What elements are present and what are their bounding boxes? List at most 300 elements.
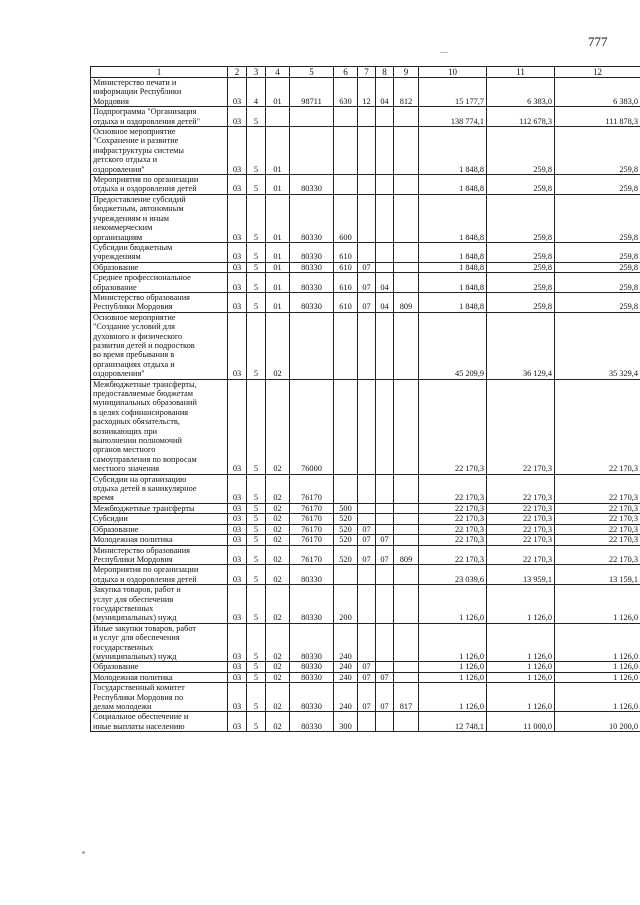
code-cell: 80330	[290, 585, 334, 624]
amount-cell: 1 126,0	[419, 585, 487, 624]
code-cell	[394, 565, 419, 585]
code-cell: 02	[266, 545, 290, 565]
code-cell	[394, 535, 419, 545]
code-cell: 5	[247, 474, 266, 503]
amount-cell: 22 170,3	[487, 503, 555, 513]
code-cell: 04	[376, 273, 394, 293]
code-cell	[394, 662, 419, 672]
code-cell: 01	[266, 262, 290, 272]
code-cell: 809	[394, 545, 419, 565]
code-cell: 03	[228, 545, 247, 565]
code-cell: 5	[247, 273, 266, 293]
code-cell: 03	[228, 262, 247, 272]
code-cell	[334, 107, 358, 127]
amount-cell: 259,8	[555, 242, 640, 262]
code-cell	[358, 503, 376, 513]
amount-cell: 22 170,3	[487, 524, 555, 534]
code-cell: 07	[358, 545, 376, 565]
amount-cell: 22 170,3	[555, 535, 640, 545]
amount-cell: 1 126,0	[419, 623, 487, 662]
code-cell	[358, 242, 376, 262]
code-cell: 200	[334, 585, 358, 624]
row-name: Иные закупки товаров, работ и услуг для обеспечения государственных (муниципальных) нужд	[91, 623, 228, 662]
code-cell	[394, 623, 419, 662]
code-cell: 07	[358, 683, 376, 712]
code-cell: 07	[358, 662, 376, 672]
code-cell: 07	[358, 262, 376, 272]
amount-cell: 259,8	[487, 242, 555, 262]
row-name: Государственный комитет Республики Мордовия по делам молодежи	[91, 683, 228, 712]
column-header: 9	[394, 67, 419, 78]
code-cell: 02	[266, 503, 290, 513]
amount-cell: 259,8	[487, 273, 555, 293]
code-cell	[358, 379, 376, 474]
amount-cell: 22 170,3	[419, 514, 487, 524]
code-cell: 5	[247, 127, 266, 175]
code-cell: 03	[228, 107, 247, 127]
code-cell	[394, 107, 419, 127]
amount-cell: 22 170,3	[555, 514, 640, 524]
code-cell: 5	[247, 585, 266, 624]
table-row	[91, 273, 640, 293]
code-cell: 809	[394, 292, 419, 312]
amount-cell: 138 774,1	[419, 107, 487, 127]
code-cell: 520	[334, 524, 358, 534]
amount-cell: 1 126,0	[419, 662, 487, 672]
table-row	[91, 535, 640, 545]
amount-cell: 1 848,8	[419, 242, 487, 262]
table-row	[91, 672, 640, 682]
code-cell: 02	[266, 672, 290, 682]
code-cell	[394, 194, 419, 242]
amount-cell: 1 126,0	[555, 623, 640, 662]
table-body	[91, 78, 640, 732]
code-cell: 03	[228, 474, 247, 503]
column-header: 11	[487, 67, 555, 78]
code-cell: 01	[266, 194, 290, 242]
code-cell: 01	[266, 78, 290, 107]
code-cell: 76170	[290, 535, 334, 545]
code-cell	[394, 273, 419, 293]
code-cell	[266, 107, 290, 127]
code-cell: 02	[266, 662, 290, 672]
amount-cell: 22 170,3	[419, 474, 487, 503]
code-cell: 03	[228, 273, 247, 293]
table-row	[91, 712, 640, 732]
table-row	[91, 262, 640, 272]
table-row	[91, 503, 640, 513]
amount-cell: 15 177,7	[419, 78, 487, 107]
code-cell: 520	[334, 514, 358, 524]
code-cell	[376, 514, 394, 524]
row-name: Подпрограмма "Организация отдыха и оздоровления детей"	[91, 107, 228, 127]
row-name: Межбюджетные трансферты, предоставляемые бюджетам муниципальных образований в целях софинансирования расходных обязательств, возникающих при выполнении полномочий органов местного самоуправления по вопросам местного значения	[91, 379, 228, 474]
code-cell	[394, 262, 419, 272]
code-cell: 5	[247, 107, 266, 127]
code-cell: 5	[247, 262, 266, 272]
row-name: Образование	[91, 662, 228, 672]
code-cell: 80330	[290, 712, 334, 732]
code-cell	[376, 474, 394, 503]
amount-cell: 22 170,3	[555, 379, 640, 474]
amount-cell: 1 848,8	[419, 292, 487, 312]
code-cell: 76170	[290, 474, 334, 503]
code-cell: 03	[228, 503, 247, 513]
code-cell: 5	[247, 565, 266, 585]
amount-cell: 1 848,8	[419, 194, 487, 242]
code-cell: 5	[247, 194, 266, 242]
code-cell: 03	[228, 312, 247, 379]
code-cell: 07	[358, 292, 376, 312]
code-cell	[376, 524, 394, 534]
code-cell: 5	[247, 623, 266, 662]
table-row	[91, 194, 640, 242]
amount-cell: 1 126,0	[419, 683, 487, 712]
amount-cell: 1 848,8	[419, 273, 487, 293]
amount-cell: 13 159,1	[555, 565, 640, 585]
code-cell	[376, 312, 394, 379]
column-header: 2	[228, 67, 247, 78]
code-cell	[394, 503, 419, 513]
code-cell: 03	[228, 78, 247, 107]
amount-cell: 22 170,3	[555, 474, 640, 503]
code-cell: 5	[247, 683, 266, 712]
code-cell	[358, 107, 376, 127]
code-cell	[358, 312, 376, 379]
code-cell: 01	[266, 175, 290, 195]
code-cell: 07	[376, 535, 394, 545]
code-cell: 5	[247, 175, 266, 195]
column-header: 8	[376, 67, 394, 78]
code-cell: 610	[334, 273, 358, 293]
code-cell: 02	[266, 524, 290, 534]
column-header: 1	[91, 67, 228, 78]
amount-cell: 1 126,0	[419, 672, 487, 682]
code-cell: 02	[266, 623, 290, 662]
code-cell: 300	[334, 712, 358, 732]
code-cell	[376, 242, 394, 262]
code-cell	[376, 175, 394, 195]
amount-cell: 259,8	[555, 194, 640, 242]
code-cell: 12	[358, 78, 376, 107]
code-cell: 76170	[290, 524, 334, 534]
code-cell	[394, 474, 419, 503]
row-name: Образование	[91, 262, 228, 272]
code-cell	[334, 379, 358, 474]
code-cell	[376, 503, 394, 513]
code-cell: 03	[228, 175, 247, 195]
code-cell	[334, 312, 358, 379]
amount-cell: 6 383,0	[487, 78, 555, 107]
code-cell: 04	[376, 78, 394, 107]
amount-cell: 1 126,0	[555, 683, 640, 712]
code-cell	[358, 565, 376, 585]
scan-mark	[440, 52, 448, 53]
amount-cell: 1 126,0	[487, 623, 555, 662]
budget-table	[90, 66, 640, 732]
code-cell: 817	[394, 683, 419, 712]
amount-cell: 11 000,0	[487, 712, 555, 732]
code-cell	[394, 312, 419, 379]
code-cell: 80330	[290, 273, 334, 293]
code-cell: 03	[228, 514, 247, 524]
amount-cell: 6 383,0	[555, 78, 640, 107]
code-cell	[334, 175, 358, 195]
code-cell: 07	[376, 672, 394, 682]
code-cell: 04	[376, 292, 394, 312]
row-name: Среднее профессиональное образование	[91, 273, 228, 293]
code-cell: 80330	[290, 242, 334, 262]
row-name: Мероприятия по организации отдыха и оздоровления детей	[91, 565, 228, 585]
code-cell: 80330	[290, 672, 334, 682]
code-cell: 02	[266, 565, 290, 585]
amount-cell: 10 200,0	[555, 712, 640, 732]
code-cell: 76170	[290, 545, 334, 565]
code-cell: 5	[247, 712, 266, 732]
amount-cell: 22 170,3	[487, 379, 555, 474]
column-header: 3	[247, 67, 266, 78]
code-cell	[290, 127, 334, 175]
code-cell: 98711	[290, 78, 334, 107]
code-cell	[394, 175, 419, 195]
amount-cell: 45 209,9	[419, 312, 487, 379]
code-cell: 76170	[290, 503, 334, 513]
amount-cell: 1 848,8	[419, 262, 487, 272]
amount-cell: 1 126,0	[487, 672, 555, 682]
code-cell: 03	[228, 194, 247, 242]
code-cell: 4	[247, 78, 266, 107]
amount-cell: 22 170,3	[419, 503, 487, 513]
code-cell: 600	[334, 194, 358, 242]
code-cell	[290, 107, 334, 127]
code-cell: 03	[228, 565, 247, 585]
column-header: 7	[358, 67, 376, 78]
amount-cell: 22 170,3	[419, 524, 487, 534]
table-row	[91, 175, 640, 195]
row-name: Мероприятия по организации отдыха и оздоровления детей	[91, 175, 228, 195]
code-cell: 520	[334, 535, 358, 545]
code-cell: 07	[358, 524, 376, 534]
code-cell: 02	[266, 712, 290, 732]
code-cell	[394, 585, 419, 624]
table-row	[91, 623, 640, 662]
amount-cell: 1 126,0	[555, 662, 640, 672]
code-cell	[394, 242, 419, 262]
amount-cell: 22 170,3	[555, 503, 640, 513]
row-name: Молодежная политика	[91, 535, 228, 545]
code-cell	[376, 127, 394, 175]
code-cell: 5	[247, 524, 266, 534]
code-cell: 03	[228, 683, 247, 712]
code-cell: 02	[266, 379, 290, 474]
amount-cell: 1 126,0	[487, 585, 555, 624]
code-cell	[358, 474, 376, 503]
code-cell: 03	[228, 672, 247, 682]
code-cell: 07	[376, 545, 394, 565]
code-cell	[334, 127, 358, 175]
table-row	[91, 524, 640, 534]
amount-cell: 22 170,3	[487, 535, 555, 545]
code-cell: 80330	[290, 662, 334, 672]
row-name: Молодежная политика	[91, 672, 228, 682]
code-cell: 5	[247, 312, 266, 379]
code-cell: 07	[358, 535, 376, 545]
code-cell: 610	[334, 292, 358, 312]
amount-cell: 22 170,3	[487, 514, 555, 524]
code-cell	[376, 712, 394, 732]
code-cell: 5	[247, 242, 266, 262]
amount-cell: 22 170,3	[419, 545, 487, 565]
code-cell: 02	[266, 474, 290, 503]
row-name: Социальное обеспечение и иные выплаты населению	[91, 712, 228, 732]
table-row	[91, 242, 640, 262]
table-row	[91, 312, 640, 379]
code-cell	[376, 379, 394, 474]
column-header: 10	[419, 67, 487, 78]
code-cell	[376, 585, 394, 624]
table-row	[91, 565, 640, 585]
code-cell	[376, 623, 394, 662]
code-cell	[358, 585, 376, 624]
table-row	[91, 379, 640, 474]
code-cell	[394, 379, 419, 474]
amount-cell: 1 848,8	[419, 127, 487, 175]
code-cell	[358, 194, 376, 242]
code-cell: 520	[334, 545, 358, 565]
code-cell	[358, 514, 376, 524]
amount-cell: 259,8	[487, 292, 555, 312]
row-name: Министерство печати и информации Республики Мордовия	[91, 78, 228, 107]
code-cell: 610	[334, 262, 358, 272]
code-cell: 02	[266, 312, 290, 379]
code-cell: 80330	[290, 623, 334, 662]
code-cell: 03	[228, 292, 247, 312]
header-row	[91, 67, 640, 78]
code-cell: 02	[266, 535, 290, 545]
amount-cell: 259,8	[555, 273, 640, 293]
column-header: 4	[266, 67, 290, 78]
amount-cell: 111 878,3	[555, 107, 640, 127]
scan-dot	[82, 851, 85, 854]
table-row	[91, 474, 640, 503]
code-cell: 76170	[290, 514, 334, 524]
code-cell	[334, 474, 358, 503]
row-name: Субсидии на организацию отдыха детей в каникулярное время	[91, 474, 228, 503]
row-name: Основное мероприятие "Сохранение и развитие инфраструктуры системы детского отдыха и оздоровления"	[91, 127, 228, 175]
code-cell: 03	[228, 623, 247, 662]
code-cell: 03	[228, 585, 247, 624]
table-row	[91, 545, 640, 565]
amount-cell: 22 170,3	[555, 545, 640, 565]
row-name: Субсидии бюджетным учреждениям	[91, 242, 228, 262]
code-cell	[376, 107, 394, 127]
code-cell: 812	[394, 78, 419, 107]
code-cell: 80330	[290, 194, 334, 242]
amount-cell: 22 170,3	[487, 545, 555, 565]
column-header: 6	[334, 67, 358, 78]
column-header: 12	[555, 67, 640, 78]
code-cell: 01	[266, 292, 290, 312]
code-cell: 03	[228, 127, 247, 175]
code-cell: 80330	[290, 565, 334, 585]
code-cell: 240	[334, 672, 358, 682]
code-cell	[358, 623, 376, 662]
amount-cell: 259,8	[487, 175, 555, 195]
table-row	[91, 683, 640, 712]
code-cell	[394, 672, 419, 682]
table-row	[91, 662, 640, 672]
row-name: Предоставление субсидий бюджетным, автономным учреждениям и иным некоммерческим организациям	[91, 194, 228, 242]
code-cell	[394, 127, 419, 175]
code-cell: 240	[334, 662, 358, 672]
code-cell: 02	[266, 683, 290, 712]
amount-cell: 259,8	[555, 175, 640, 195]
code-cell: 76000	[290, 379, 334, 474]
code-cell: 03	[228, 662, 247, 672]
amount-cell: 259,8	[555, 262, 640, 272]
amount-cell: 259,8	[555, 127, 640, 175]
amount-cell: 1 126,0	[487, 662, 555, 672]
row-name: Министерство образования Республики Мордовия	[91, 292, 228, 312]
code-cell: 01	[266, 273, 290, 293]
amount-cell: 13 959,1	[487, 565, 555, 585]
code-cell: 01	[266, 127, 290, 175]
row-name: Субсидии	[91, 514, 228, 524]
table-row	[91, 514, 640, 524]
code-cell	[394, 712, 419, 732]
code-cell: 03	[228, 524, 247, 534]
amount-cell: 1 126,0	[555, 672, 640, 682]
amount-cell: 12 748,1	[419, 712, 487, 732]
table-row	[91, 78, 640, 107]
amount-cell: 259,8	[555, 292, 640, 312]
code-cell: 07	[358, 672, 376, 682]
code-cell: 240	[334, 683, 358, 712]
code-cell: 5	[247, 379, 266, 474]
code-cell	[394, 514, 419, 524]
code-cell: 5	[247, 535, 266, 545]
table-row	[91, 127, 640, 175]
amount-cell: 22 170,3	[419, 379, 487, 474]
code-cell: 80330	[290, 292, 334, 312]
code-cell: 80330	[290, 683, 334, 712]
row-name: Министерство образования Республики Мордовия	[91, 545, 228, 565]
amount-cell: 22 170,3	[419, 535, 487, 545]
amount-cell: 35 329,4	[555, 312, 640, 379]
code-cell: 03	[228, 379, 247, 474]
row-name: Образование	[91, 524, 228, 534]
code-cell	[334, 565, 358, 585]
code-cell	[376, 565, 394, 585]
row-name: Межбюджетные трансферты	[91, 503, 228, 513]
amount-cell: 36 129,4	[487, 312, 555, 379]
code-cell	[376, 194, 394, 242]
code-cell	[394, 524, 419, 534]
code-cell: 80330	[290, 262, 334, 272]
code-cell	[358, 175, 376, 195]
code-cell: 5	[247, 292, 266, 312]
code-cell: 500	[334, 503, 358, 513]
code-cell: 01	[266, 242, 290, 262]
column-header: 5	[290, 67, 334, 78]
code-cell	[358, 712, 376, 732]
code-cell: 07	[376, 683, 394, 712]
amount-cell: 112 678,3	[487, 107, 555, 127]
code-cell: 03	[228, 535, 247, 545]
amount-cell: 22 170,3	[487, 474, 555, 503]
code-cell: 5	[247, 545, 266, 565]
row-name: Основное мероприятие "Создание условий для духовного и физического развития детей и подростков во время пребывания в организациях отдыха и оздоровления"	[91, 312, 228, 379]
